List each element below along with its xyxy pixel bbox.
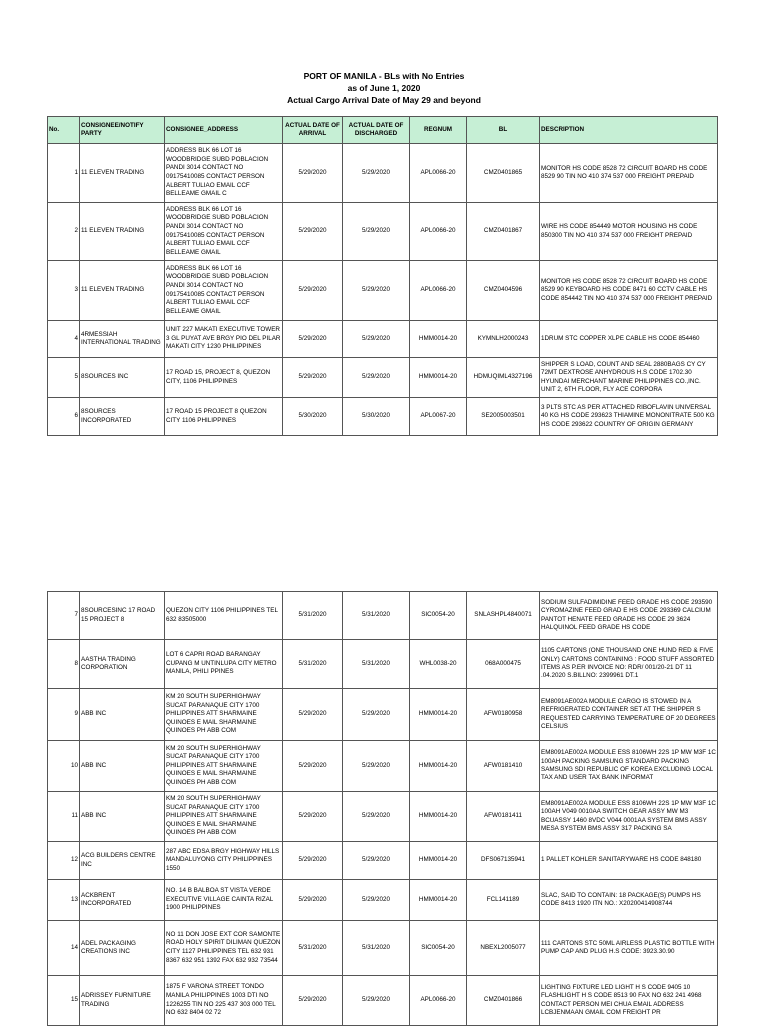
arrival-date-cell: 5/29/2020	[283, 203, 343, 261]
discharged-date-cell: 5/31/2020	[343, 640, 410, 689]
bl-cell: CMZ0401867	[467, 203, 540, 261]
description-cell: 1 PALLET KOHLER SANITARYWARE HS CODE 848180	[540, 842, 718, 880]
discharged-date-cell: 5/29/2020	[343, 203, 410, 261]
consignee-cell: 8SOURCES INCORPORATED	[80, 398, 165, 436]
consignee-cell: 4RMESSIAH INTERNATIONAL TRADING	[80, 321, 165, 358]
description-cell: MONITOR HS CODE 8528 72 CIRCUIT BOARD HS CODE 8529 90 TIN NO 410 374 537 000 FREIGHT PREPAID	[540, 144, 718, 203]
row-number: 11	[48, 792, 80, 842]
col-header-regnum: REGNUM	[410, 117, 467, 144]
arrival-date-cell: 5/30/2020	[283, 398, 343, 436]
bl-cell: 068A000475	[467, 640, 540, 689]
address-cell: NO 11 DON JOSE EXT COR SAMONTE ROAD HOLY SPIRIT DILIMAN QUEZON CITY 1127 PHILIPPINES TEL 632 931 8367 632 951 1392 FAX 632 932 73544	[165, 921, 283, 976]
bl-cell: NBEXL2005077	[467, 921, 540, 976]
description-cell: 1DRUM STC COPPER XLPE CABLE HS CODE 854460	[540, 321, 718, 358]
col-header-arrival: ACTUAL DATE OF ARRIVAL	[283, 117, 343, 144]
consignee-cell: ABB INC	[80, 741, 165, 792]
consignee-cell: 8SOURCES INC	[80, 358, 165, 398]
arrival-date-cell: 5/29/2020	[283, 261, 343, 321]
address-cell: ADDRESS BLK 66 LOT 16 WOODBRIDGE SUBD POBLACION PANDI 3014 CONTACT NO 09175410085 CONTACT PERSON ALBERT TULIAO EMAIL CCF BELLEAME GMAIL	[165, 261, 283, 321]
discharged-date-cell: 5/29/2020	[343, 689, 410, 741]
regnum-cell: HMM0014-20	[410, 792, 467, 842]
arrival-date-cell: 5/29/2020	[283, 358, 343, 398]
bl-table-page-1	[47, 116, 718, 436]
description-cell: EM8091AE002A MODULE ESS 8106WH 22S 1P MW M3F 1C 100AH PACKING SAMSUNG STANDARD PACKING SAMSUNG SDI REPUBLIC OF KOREA EXCLUDING LOCAL TAX AND USER TAX BANK INFORMAT	[540, 741, 718, 792]
report-subtitle: Actual Cargo Arrival Date of May 29 and beyond	[287, 95, 481, 105]
bl-table-page-2	[47, 591, 718, 1026]
arrival-date-cell: 5/29/2020	[283, 321, 343, 358]
table-row	[48, 261, 718, 321]
discharged-date-cell: 5/29/2020	[343, 261, 410, 321]
col-header-description: DESCRIPTION	[540, 117, 718, 144]
bl-cell: HDMUQIML4327196	[467, 358, 540, 398]
col-header-consignee: CONSIGNEE/NOTIFY PARTY	[80, 117, 165, 144]
table-row	[48, 741, 718, 792]
bl-cell: AFW0180958	[467, 689, 540, 741]
description-cell: SHIPPER S LOAD, COUNT AND SEAL 2880BAGS CY CY 72MT DEXTROSE ANHYDROUS H.S CODE 1702.30 HYUNDAI MERCHANT MARINE PHILIPPINES CO.,INC. UNIT 2, 6TH FLOOR, FLY ACE CORPORA	[540, 358, 718, 398]
bl-cell: AFW0181411	[467, 792, 540, 842]
row-number: 9	[48, 689, 80, 741]
table-row	[48, 689, 718, 741]
bl-cell: KYMNLH2000243	[467, 321, 540, 358]
regnum-cell: APL0066-20	[410, 144, 467, 203]
table-row	[48, 398, 718, 436]
table-row	[48, 592, 718, 640]
arrival-date-cell: 5/29/2020	[283, 880, 343, 921]
consignee-cell: ACKBRENT INCORPORATED	[80, 880, 165, 921]
regnum-cell: APL0066-20	[410, 261, 467, 321]
consignee-cell: 11 ELEVEN TRADING	[80, 261, 165, 321]
regnum-cell: APL0067-20	[410, 398, 467, 436]
address-cell: NO. 14 B BALBOA ST VISTA VERDE EXECUTIVE VILLAGE CAINTA RIZAL 1900 PHILIPPINES	[165, 880, 283, 921]
table-row	[48, 640, 718, 689]
consignee-cell: 11 ELEVEN TRADING	[80, 203, 165, 261]
table-row	[48, 321, 718, 358]
regnum-cell: SIC0054-20	[410, 921, 467, 976]
consignee-cell: ADRISSEY FURNITURE TRADING	[80, 976, 165, 1026]
address-cell: UNIT 227 MAKATI EXECUTIVE TOWER 3 GL PUYAT AVE BRGY PIO DEL PILAR MAKATI CITY 1230 PHILIPPINES	[165, 321, 283, 358]
arrival-date-cell: 5/29/2020	[283, 144, 343, 203]
regnum-cell: WHL0038-20	[410, 640, 467, 689]
description-cell: EM8091AE002A MODULE ESS 8106WH 22S 1P MW M3F 1C 100AH V049 0010AA SWITCH GEAR ASSY MW M3 BCUASSY 1460 8VDC V044 0001AA SYSTEM BMS ASSY MESA SYSTEM BMS ASSY 317 PACKING SA	[540, 792, 718, 842]
row-number: 8	[48, 640, 80, 689]
arrival-date-cell: 5/29/2020	[283, 842, 343, 880]
discharged-date-cell: 5/31/2020	[343, 592, 410, 640]
description-cell: EM8091AE002A MODULE CARGO IS STOWED IN A REFRIGERATED CONTAINER SET AT THE SHIPPER S REQUESTED CARRYING TEMPERATURE OF 20 DEGREES CELSIUS	[540, 689, 718, 741]
description-cell: SODIUM SULFADIMIDINE FEED GRADE HS CODE 293590 CYROMAZINE FEED GRAD E HS CODE 293369 CALCIUM PANTOT HENATE FEED GRADE HS CODE 29 3624 HALQUINOL FEED GRADE HS CODE	[540, 592, 718, 640]
discharged-date-cell: 5/29/2020	[343, 321, 410, 358]
address-cell: LOT 6 CAPRI ROAD BARANGAY CUPANG M UNTINLUPA CITY METRO MANILA, PHILI PPINES	[165, 640, 283, 689]
report-date: as of June 1, 2020	[347, 83, 421, 93]
address-cell: 17 ROAD 15, PROJECT 8, QUEZON CITY, 1106 PHILIPPINES	[165, 358, 283, 398]
row-number: 2	[48, 203, 80, 261]
table-row	[48, 880, 718, 921]
regnum-cell: APL0066-20	[410, 203, 467, 261]
discharged-date-cell: 5/29/2020	[343, 880, 410, 921]
address-cell: KM 20 SOUTH SUPERHIGHWAY SUCAT PARANAQUE CITY 1700 PHILIPPINES ATT SHARMAINE QUINOES E MAIL SHARMAINE QUINOES PH ABB COM	[165, 741, 283, 792]
table-row	[48, 358, 718, 398]
consignee-cell: 11 ELEVEN TRADING	[80, 144, 165, 203]
col-header-no: No.	[48, 117, 80, 144]
table-row	[48, 144, 718, 203]
description-cell: SLAC, SAID TO CONTAIN: 18 PACKAGE(S) PUMPS HS CODE 8413 1920 ITN NO.: X20200414908744	[540, 880, 718, 921]
row-number: 5	[48, 358, 80, 398]
table-row	[48, 203, 718, 261]
consignee-cell: ACG BUILDERS CENTRE INC	[80, 842, 165, 880]
regnum-cell: HMM0014-20	[410, 689, 467, 741]
bl-cell: CMZ0404596	[467, 261, 540, 321]
table-row	[48, 842, 718, 880]
address-cell: 1875 F VARONA STREET TONDO MANILA PHILIPPINES 1003 DTI NO 1226255 TIN NO 225 437 303 000 TEL NO 632 8404 02 72	[165, 976, 283, 1026]
col-header-bl: BL	[467, 117, 540, 144]
row-number: 1	[48, 144, 80, 203]
description-cell: 111 CARTONS STC 50ML AIRLESS PLASTIC BOTTLE WITH PUMP CAP AND PLUG H.S CODE: 3923.30.90	[540, 921, 718, 976]
discharged-date-cell: 5/29/2020	[343, 144, 410, 203]
bl-cell: CMZ0401866	[467, 976, 540, 1026]
table-header-row	[48, 117, 718, 144]
regnum-cell: HMM0014-20	[410, 741, 467, 792]
address-cell: KM 20 SOUTH SUPERHIGHWAY SUCAT PARANAQUE CITY 1700 PHILIPPINES ATT SHARMAINE QUINOES E MAIL SHARMAINE QUINOES PH ABB COM	[165, 792, 283, 842]
arrival-date-cell: 5/31/2020	[283, 592, 343, 640]
consignee-cell: AASTHA TRADING CORPORATION	[80, 640, 165, 689]
bl-cell: SE2005003501	[467, 398, 540, 436]
regnum-cell: HMM0014-20	[410, 358, 467, 398]
consignee-cell: ABB INC	[80, 689, 165, 741]
table-row	[48, 792, 718, 842]
bl-cell: FCL141189	[467, 880, 540, 921]
row-number: 14	[48, 921, 80, 976]
discharged-date-cell: 5/29/2020	[343, 842, 410, 880]
description-cell: 1105 CARTONS (ONE THOUSAND ONE HUND RED & FIVE ONLY) CARTONS CONTAINING : FOOD STUFF ASSORTED ITEMS AS P.ER INVOICE NO: RDR/ 001/20-21 DT 11 .04.2020 S.BILLNO: 2399961 DT.1	[540, 640, 718, 689]
col-header-address: CONSIGNEE_ADDRESS	[165, 117, 283, 144]
regnum-cell: APL0066-20	[410, 976, 467, 1026]
description-cell: LIGHTING FIXTURE LED LIGHT H S CODE 9405 10 FLASHLIGHT H S CODE 8513 90 FAX NO 632 241 4968 CONTACT PERSON MEI CHUA EMAIL ADDRESS LCBJENMAAN GMAIL COM FREIGHT PR	[540, 976, 718, 1026]
bl-cell: SNLASHPL4840071	[467, 592, 540, 640]
discharged-date-cell: 5/29/2020	[343, 976, 410, 1026]
description-cell: MONITOR HS CODE 8528 72 CIRCUIT BOARD HS CODE 8529 90 KEYBOARD HS CODE 8471 60 CCTV CABLE HS CODE 854442 TIN NO 410 374 537 000 FREIGHT PREPAID	[540, 261, 718, 321]
bl-cell: DFS067135941	[467, 842, 540, 880]
regnum-cell: HMM0014-20	[410, 842, 467, 880]
arrival-date-cell: 5/29/2020	[283, 792, 343, 842]
description-cell: WIRE HS CODE 854449 MOTOR HOUSING HS CODE 850300 TIN NO 410 374 537 000 FREIGHT PREPAID	[540, 203, 718, 261]
row-number: 4	[48, 321, 80, 358]
table-row	[48, 976, 718, 1026]
discharged-date-cell: 5/29/2020	[343, 741, 410, 792]
arrival-date-cell: 5/29/2020	[283, 741, 343, 792]
report-title: PORT OF MANILA - BLs with No Entries	[303, 71, 465, 81]
col-header-discharged: ACTUAL DATE OF DISCHARGED	[343, 117, 410, 144]
consignee-cell: ABB INC	[80, 792, 165, 842]
arrival-date-cell: 5/29/2020	[283, 976, 343, 1026]
consignee-cell: 8SOURCESINC 17 ROAD 15 PROJECT 8	[80, 592, 165, 640]
address-cell: 17 ROAD 15 PROJECT 8 QUEZON CITY 1106 PHILIPPINES	[165, 398, 283, 436]
arrival-date-cell: 5/31/2020	[283, 921, 343, 976]
address-cell: QUEZON CITY 1106 PHILIPPINES TEL 632 83505000	[165, 592, 283, 640]
discharged-date-cell: 5/29/2020	[343, 792, 410, 842]
discharged-date-cell: 5/29/2020	[343, 358, 410, 398]
arrival-date-cell: 5/29/2020	[283, 689, 343, 741]
address-cell: KM 20 SOUTH SUPERHIGHWAY SUCAT PARANAQUE CITY 1700 PHILIPPINES ATT SHARMAINE QUINOES E MAIL SHARMAINE QUINOES PH ABB COM	[165, 689, 283, 741]
row-number: 3	[48, 261, 80, 321]
row-number: 10	[48, 741, 80, 792]
consignee-cell: ADEL PACKAGING CREATIONS INC	[80, 921, 165, 976]
row-number: 12	[48, 842, 80, 880]
bl-cell: AFW0181410	[467, 741, 540, 792]
regnum-cell: SIC0054-20	[410, 592, 467, 640]
row-number: 15	[48, 976, 80, 1026]
regnum-cell: HMM0014-20	[410, 321, 467, 358]
description-cell: 3 PLTS STC AS PER ATTACHED RIBOFLAVIN UNIVERSAL 40 KG HS CODE 293623 THIAMINE MONONITRATE 500 KG HS CODE 293622 COUNTRY OF ORIGIN GERMANY	[540, 398, 718, 436]
row-number: 7	[48, 592, 80, 640]
bl-cell: CMZ0401865	[467, 144, 540, 203]
address-cell: 287 ABC EDSA BRGY HIGHWAY HILLS MANDALUYONG CITY PHILIPPINES 1550	[165, 842, 283, 880]
table-row	[48, 921, 718, 976]
row-number: 13	[48, 880, 80, 921]
address-cell: ADDRESS BLK 66 LOT 16 WOODBRIDGE SUBD POBLACION PANDI 3014 CONTACT NO 09175410085 CONTACT PERSON ALBERT TULIAO EMAIL CCF BELLEAME GMAIL	[165, 203, 283, 261]
arrival-date-cell: 5/31/2020	[283, 640, 343, 689]
row-number: 6	[48, 398, 80, 436]
regnum-cell: HMM0014-20	[410, 880, 467, 921]
discharged-date-cell: 5/30/2020	[343, 398, 410, 436]
address-cell: ADDRESS BLK 66 LOT 16 WOODBRIDGE SUBD POBLACION PANDI 3014 CONTACT NO 09175410085 CONTACT PERSON ALBERT TULIAO EMAIL CCF BELLEAME GMAIL C	[165, 144, 283, 203]
discharged-date-cell: 5/31/2020	[343, 921, 410, 976]
